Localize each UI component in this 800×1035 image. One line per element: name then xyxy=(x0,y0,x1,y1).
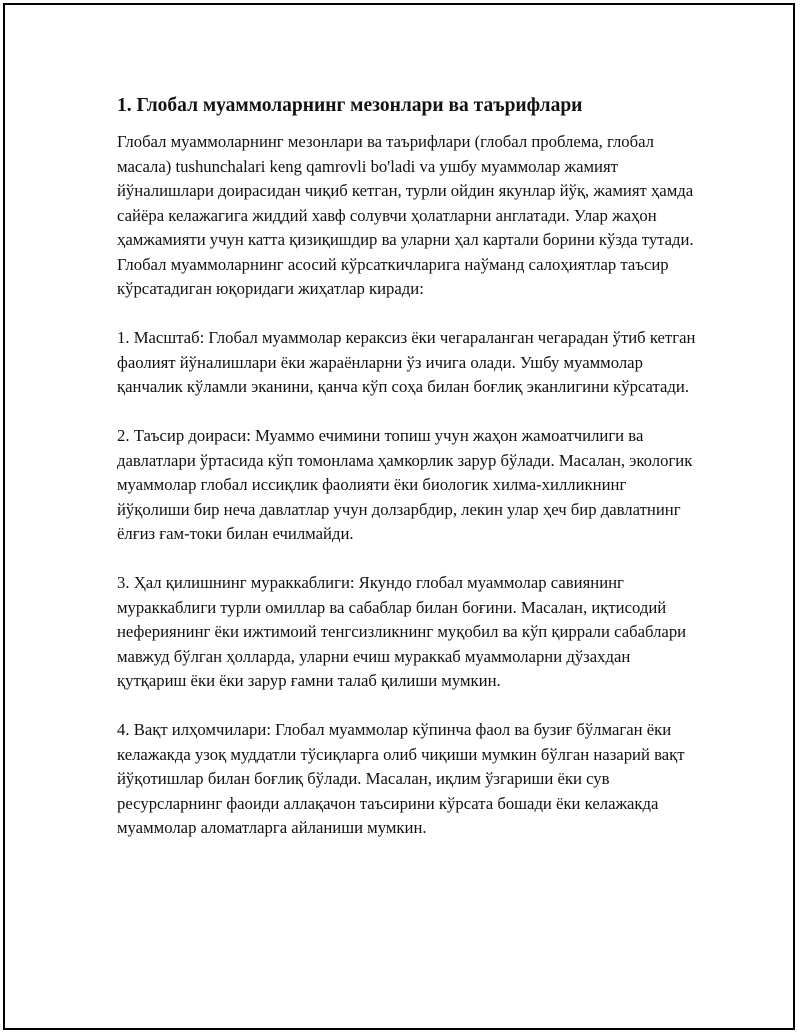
paragraph-scale: 1. Масштаб: Глобал муаммолар кераксиз ёки чегараланган чегарадан ўтиб кетган фаолият йўналишлари ёки жараёнларни ўз ичига олади. Ушбу муаммолар қанчалик кўламли эканини, қанча кўп соҳа билан боғлиқ эканлигини кўрсатади. xyxy=(117,328,696,396)
paragraph-complexity: 3. Ҳал қилишнинг мураккаблиги: Якундо глобал муаммолар савиянинг мураккаблиги турли омиллар ва сабаблар билан боғини. Масалан, иқтисодий нефериянинг ёки ижтимоий тенгсизликнинг муқобил ва кўп қиррали сабаблари мавжуд бўлган ҳолларда, уларни ечиш мураккаб муаммоларни дўзахдан қутқариш ёки ёки зарур ғамни талаб қилиши мумкин. xyxy=(117,573,687,690)
paragraph-time: 4. Вақт илҳомчилари: Глобал муаммолар кўпинча фаол ва бузиғ бўлмаган ёки келажакда узоқ муддатли тўсиқларга олиб чиқиши мумкин бўлган назарий вақт йўқотишлар билан боғлиқ бўлади. Масалан, иқлим ўзгариши ёки сув ресурсларнинг фаоиди аллақачон таъсирини кўрсата бошади ёки келажакда муаммолар аломатларга айланиши мумкин. xyxy=(117,720,685,837)
document-body xyxy=(117,92,697,841)
intro-paragraph: Глобал муаммоларнинг мезонлари ва таърифлари (глобал проблема, глобал масала) tushunchalari keng qamrovli bo'ladi va ушбу муаммолар жамият йўналишлари доирасидан чиқиб кетган, турли ойдин якунлар йўқ, жамият ҳамда сайёра келажагига жиддий хавф солувчи ҳолатларни англатади. Улар жаҳон ҳамжамияти учун катта қизиқишдир ва уларни ҳал картали борини кўзда тутади. Глобал муаммоларнинг асосий кўрсаткичларига наўманд салоҳиятлар таъсир кўрсатадиган юқоридаги жиҳатлар киради: xyxy=(117,132,694,298)
section-heading: 1. Глобал муаммоларнинг мезонлари ва таърифлари xyxy=(117,95,583,116)
paragraph-impact-scope: 2. Таъсир доираси: Муаммо ечимини топиш учун жаҳон жамоатчилиги ва давлатлари ўртасида кўп томонлама ҳамкорлик зарур бўлади. Масалан, экологик муаммолар глобал иссиқлик фаолияти ёки биологик хилма-хилликнинг йўқолиши бир неча давлатлар учун долзарбдир, лекин улар ҳеч бир давлатнинг ёлғиз ғам-токи билан ечилмайди. xyxy=(117,426,693,543)
